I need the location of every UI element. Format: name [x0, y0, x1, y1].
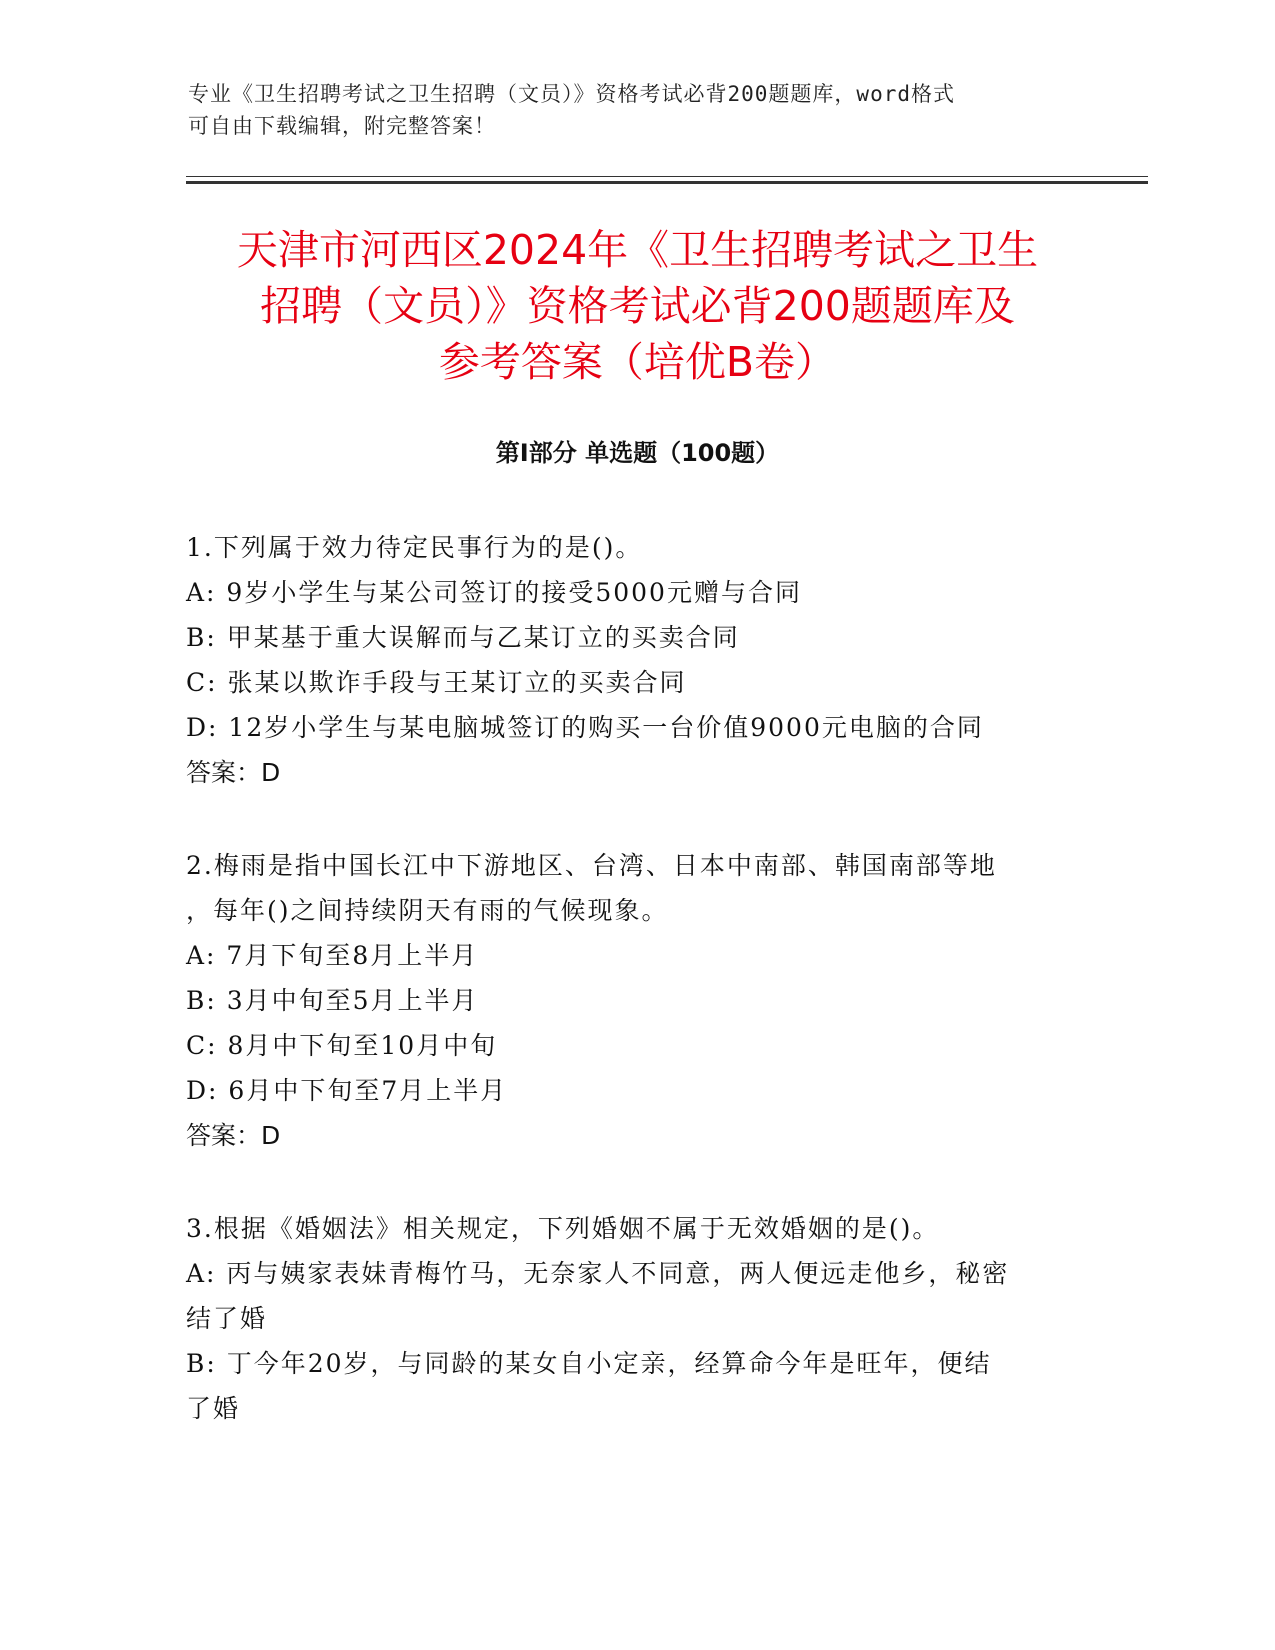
- question-stem: 3.根据《婚姻法》相关规定，下列婚姻不属于无效婚姻的是()。: [186, 1214, 940, 1243]
- question-stem: 1.下列属于效力待定民事行为的是()。: [186, 533, 643, 562]
- document-title-line-3: 参考答案（培优B卷）: [438, 338, 837, 386]
- option-a-line-1: A: 丙与姨家表妹青梅竹马，无奈家人不同意，两人便远走他乡，秘密: [186, 1259, 1010, 1288]
- question-list: [186, 525, 1086, 1479]
- answer: 答案：D: [186, 1121, 281, 1150]
- option-b: B: 3月中旬至5月上半月: [186, 986, 479, 1015]
- question-stem-line-1: 2.梅雨是指中国长江中下游地区、台湾、日本中南部、韩国南部等地: [186, 851, 997, 880]
- option-a: A: 7月下旬至8月上半月: [186, 941, 479, 970]
- option-b-line-2: 了婚: [186, 1394, 241, 1423]
- header-divider-thick: [186, 181, 1148, 184]
- question-1: [186, 525, 1086, 795]
- option-c: C: 张某以欺诈手段与王某订立的买卖合同: [186, 668, 687, 697]
- header-note: [188, 78, 1068, 142]
- answer: 答案：D: [186, 758, 281, 787]
- option-c: C: 8月中下旬至10月中旬: [186, 1031, 498, 1060]
- option-d: D: 6月中下旬至7月上半月: [186, 1076, 508, 1105]
- document-title-line-2: 招聘（文员）》资格考试必背200题题库及: [260, 282, 1015, 330]
- option-b-line-1: B: 丁今年20岁，与同龄的某女自小定亲，经算命今年是旺年，便结: [186, 1349, 992, 1378]
- option-b: B: 甲某基于重大误解而与乙某订立的买卖合同: [186, 623, 740, 652]
- question-3: [186, 1206, 1086, 1431]
- document-title-line-1: 天津市河西区2024年《卫生招聘考试之卫生: [236, 226, 1039, 274]
- section-title: 第Ⅰ部分 单选题（100题）: [495, 439, 780, 467]
- option-d: D: 12岁小学生与某电脑城签订的购买一台价值9000元电脑的合同: [186, 713, 984, 742]
- document-title: [180, 222, 1095, 390]
- header-note-line-1: 专业《卫生招聘考试之卫生招聘（文员）》资格考试必背200题题库，word格式: [188, 82, 955, 106]
- header-divider-thin: [186, 176, 1148, 177]
- option-a: A: 9岁小学生与某公司签订的接受5000元赠与合同: [186, 578, 802, 607]
- question-stem-line-2: ，每年()之间持续阴天有雨的气候现象。: [186, 896, 669, 925]
- option-a-line-2: 结了婚: [186, 1304, 268, 1333]
- question-2: [186, 843, 1086, 1158]
- header-note-line-2: 可自由下载编辑，附完整答案！: [188, 114, 496, 138]
